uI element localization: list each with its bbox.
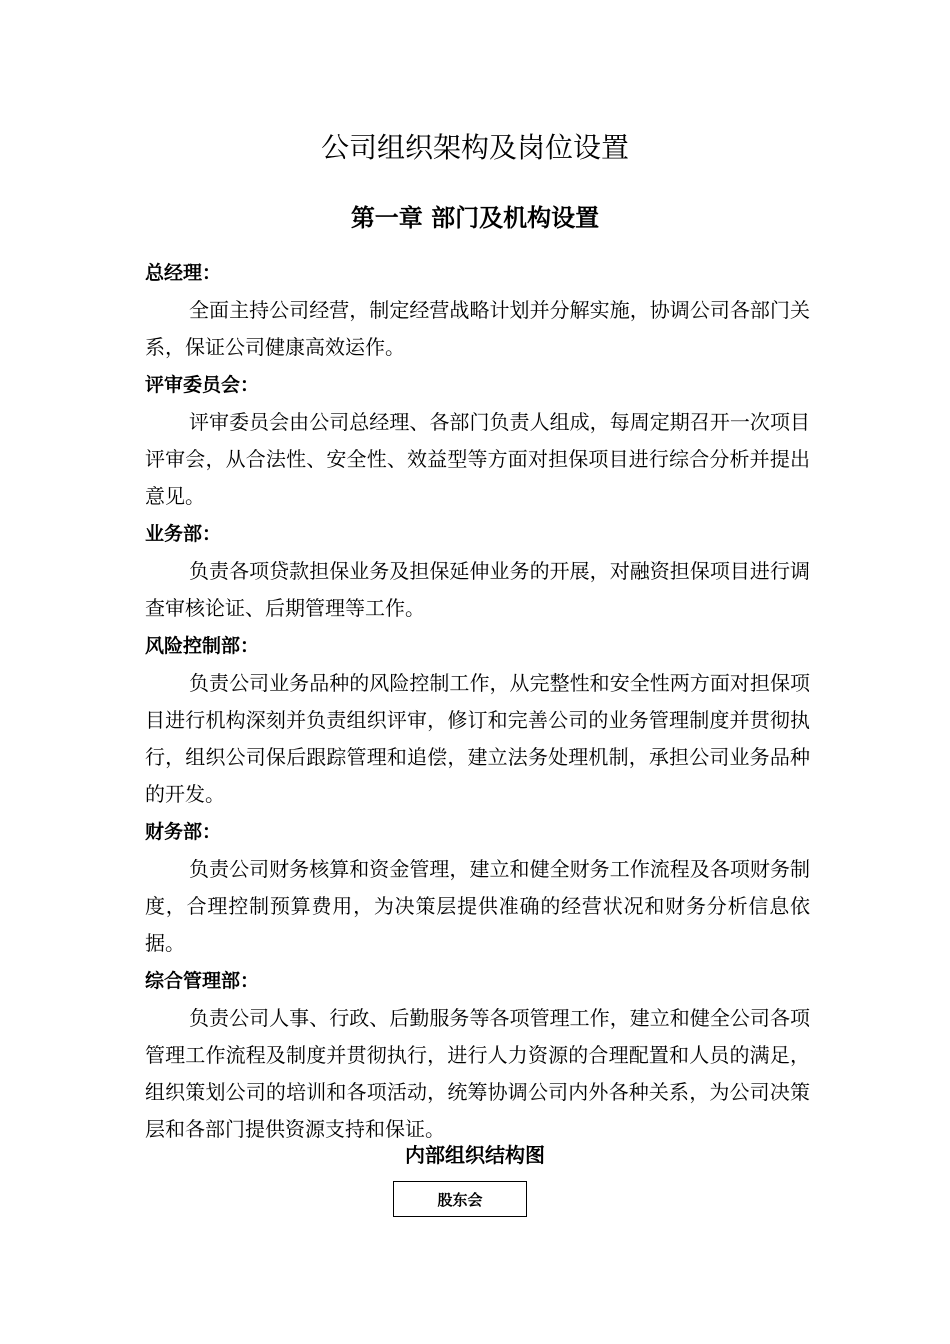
section-body: 评审委员会由公司总经理、各部门负责人组成，每周定期召开一次项目评审会，从合法性、安全性、效益型等方面对担保项目进行综合分析并提出意见。	[145, 410, 810, 508]
org-chart-node-shareholders	[393, 1181, 527, 1217]
section-heading: 业务部：	[145, 523, 222, 545]
section-general-manager	[145, 254, 810, 366]
section-finance-department	[145, 813, 810, 962]
section-review-committee	[145, 366, 810, 515]
section-body: 全面主持公司经营，制定经营战略计划并分解实施，协调公司各部门关系，保证公司健康高效运作。	[145, 298, 810, 359]
document-title: 公司组织架构及岗位设置	[320, 131, 629, 164]
section-general-management-department	[145, 962, 810, 1148]
section-body: 负责公司业务品种的风险控制工作，从完整性和安全性两方面对担保项目进行机构深刻并负责组织评审，修订和完善公司的业务管理制度并贯彻执行，组织公司保后跟踪管理和追偿，建立法务处理机制，承担公司业务品种的开发。	[145, 671, 810, 806]
org-chart-node-label: 股东会	[437, 1190, 483, 1209]
section-body: 负责公司人事、行政、后勤服务等各项管理工作，建立和健全公司各项管理工作流程及制度并贯彻执行，进行人力资源的合理配置和人员的满足，组织策划公司的培训和各项活动，统筹协调公司内外各种关系，为公司决策层和各部门提供资源支持和保证。	[145, 1006, 810, 1141]
org-chart-title: 内部组织结构图	[405, 1143, 545, 1167]
section-business-department	[145, 515, 810, 627]
section-heading: 综合管理部：	[145, 970, 260, 992]
section-heading: 财务部：	[145, 821, 222, 843]
section-body: 负责公司财务核算和资金管理，建立和健全财务工作流程及各项财务制度，合理控制预算费用，为决策层提供准确的经营状况和财务分析信息依据。	[145, 857, 810, 955]
section-body: 负责各项贷款担保业务及担保延伸业务的开展，对融资担保项目进行调查审核论证、后期管理等工作。	[145, 559, 810, 620]
chapter-title: 第一章 部门及机构设置	[350, 204, 600, 232]
section-heading: 评审委员会：	[145, 374, 260, 396]
section-risk-control-department	[145, 627, 810, 813]
section-heading: 总经理：	[145, 262, 222, 284]
department-sections	[145, 254, 810, 1148]
section-heading: 风险控制部：	[145, 635, 260, 657]
